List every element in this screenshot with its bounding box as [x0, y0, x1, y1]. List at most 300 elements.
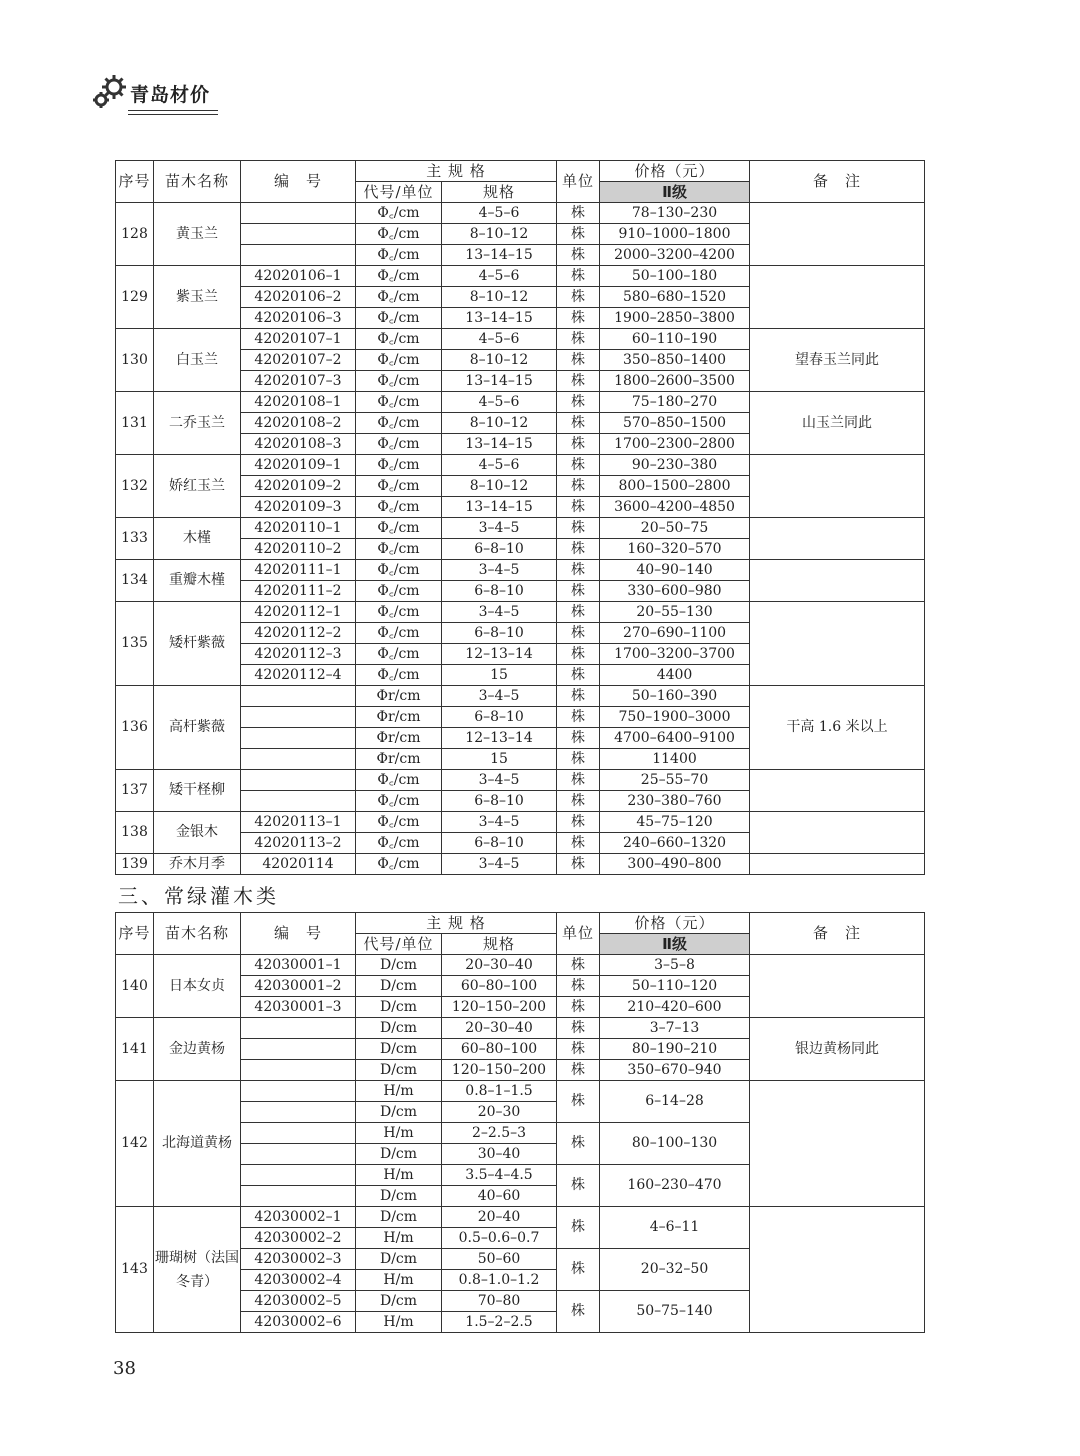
cell-spec: 13–14–15 — [442, 434, 557, 455]
cell-price: 20–50–75 — [600, 518, 750, 539]
table-row — [116, 812, 925, 833]
cell-code: 42030002–5 — [241, 1291, 356, 1312]
cell-unit: 株 — [557, 1165, 600, 1207]
cell-code-unit: Φ꜀/cm — [356, 224, 442, 245]
cell-code: 42020110–2 — [241, 539, 356, 560]
cell-code-unit: H/m — [356, 1228, 442, 1249]
cell-spec: 15 — [442, 749, 557, 770]
table-row — [116, 455, 925, 476]
cell-unit: 株 — [557, 1060, 600, 1081]
cell-unit: 株 — [557, 560, 600, 581]
cell-code: 42020107–3 — [241, 371, 356, 392]
cell-unit: 株 — [557, 955, 600, 976]
cell-price: 1700–3200–3700 — [600, 644, 750, 665]
price-table-evergreen-shrubs — [115, 912, 925, 1333]
cell-code — [241, 1018, 356, 1039]
cell-price: 50–75–140 — [600, 1291, 750, 1333]
cell-unit: 株 — [557, 413, 600, 434]
cell-code — [241, 203, 356, 224]
cell-code-unit: Φ꜀/cm — [356, 413, 442, 434]
table-row — [116, 518, 925, 539]
cell-unit: 株 — [557, 707, 600, 728]
cell-price: 90–230–380 — [600, 455, 750, 476]
cell-code-unit: Φ꜀/cm — [356, 854, 442, 875]
cell-unit: 株 — [557, 1018, 600, 1039]
cell-code-unit: Φr/cm — [356, 686, 442, 707]
cell-code: 42020106–1 — [241, 266, 356, 287]
cell-code-unit: Φ꜀/cm — [356, 833, 442, 854]
cell-unit: 株 — [557, 749, 600, 770]
cell-code — [241, 728, 356, 749]
cell-remark: 银边黄杨同此 — [750, 1018, 925, 1081]
cell-code — [241, 707, 356, 728]
cell-unit: 株 — [557, 791, 600, 812]
cell-unit: 株 — [557, 308, 600, 329]
cell-spec: 4–5–6 — [442, 329, 557, 350]
cell-code: 42030002–4 — [241, 1270, 356, 1291]
cell-unit: 株 — [557, 392, 600, 413]
cell-spec: 120–150–200 — [442, 1060, 557, 1081]
header-main-spec: 主 规 格 — [356, 161, 557, 182]
cell-code-unit: Φr/cm — [356, 707, 442, 728]
cell-spec: 13–14–15 — [442, 245, 557, 266]
cell-unit: 株 — [557, 476, 600, 497]
cell-code-unit: Φr/cm — [356, 728, 442, 749]
cell-price: 350–670–940 — [600, 1060, 750, 1081]
table-row — [116, 266, 925, 287]
cell-seq: 137 — [116, 770, 154, 812]
cell-name: 高杆紫薇 — [154, 686, 241, 770]
cell-code: 42020108–2 — [241, 413, 356, 434]
cell-spec: 6–8–10 — [442, 581, 557, 602]
cell-code: 42020111–2 — [241, 581, 356, 602]
cell-code: 42030002–3 — [241, 1249, 356, 1270]
cell-name: 黄玉兰 — [154, 203, 241, 266]
cell-name: 乔木月季 — [154, 854, 241, 875]
cell-unit: 株 — [557, 997, 600, 1018]
cell-code — [241, 1165, 356, 1186]
cell-code-unit: D/cm — [356, 1018, 442, 1039]
table-row — [116, 1081, 925, 1102]
cell-remark: 干高 1.6 米以上 — [750, 686, 925, 770]
cell-remark — [750, 518, 925, 560]
cell-unit: 株 — [557, 976, 600, 997]
cell-code-unit: Φ꜀/cm — [356, 518, 442, 539]
cell-price: 4400 — [600, 665, 750, 686]
cell-code-unit: Φ꜀/cm — [356, 812, 442, 833]
cell-price: 270–690–1100 — [600, 623, 750, 644]
cell-unit: 株 — [557, 644, 600, 665]
cell-code-unit: Φ꜀/cm — [356, 266, 442, 287]
cell-code: 42020113–2 — [241, 833, 356, 854]
cell-spec: 8–10–12 — [442, 413, 557, 434]
cell-seq: 142 — [116, 1081, 154, 1207]
cell-unit: 株 — [557, 434, 600, 455]
cell-code-unit: Φ꜀/cm — [356, 287, 442, 308]
cell-seq: 134 — [116, 560, 154, 602]
cell-unit: 株 — [557, 266, 600, 287]
cell-spec: 3–4–5 — [442, 518, 557, 539]
cell-unit: 株 — [557, 1249, 600, 1291]
cell-unit: 株 — [557, 581, 600, 602]
cell-code: 42020112–1 — [241, 602, 356, 623]
cell-code: 42030001–3 — [241, 997, 356, 1018]
cell-remark — [750, 455, 925, 518]
cell-price: 45–75–120 — [600, 812, 750, 833]
cell-code-unit: Φ꜀/cm — [356, 623, 442, 644]
cell-code-unit: H/m — [356, 1123, 442, 1144]
cell-unit: 株 — [557, 602, 600, 623]
cell-remark — [750, 560, 925, 602]
cell-code-unit: Φ꜀/cm — [356, 392, 442, 413]
header-seq: 序号 — [116, 913, 154, 955]
cell-spec: 12–13–14 — [442, 728, 557, 749]
cell-price: 50–160–390 — [600, 686, 750, 707]
header-spec: 规格 — [442, 934, 557, 955]
cell-code-unit: Φ꜀/cm — [356, 581, 442, 602]
cell-code-unit: Φ꜀/cm — [356, 434, 442, 455]
cell-price: 1700–2300–2800 — [600, 434, 750, 455]
cell-spec: 50–60 — [442, 1249, 557, 1270]
cell-name: 矮干柽柳 — [154, 770, 241, 812]
cell-code: 42020113–1 — [241, 812, 356, 833]
cell-remark — [750, 770, 925, 812]
header-name: 苗木名称 — [154, 161, 241, 203]
cell-price: 2000–3200–4200 — [600, 245, 750, 266]
cell-code — [241, 224, 356, 245]
cell-code-unit: Φ꜀/cm — [356, 371, 442, 392]
cell-unit: 株 — [557, 245, 600, 266]
table-row — [116, 392, 925, 413]
table-row — [116, 1018, 925, 1039]
cell-spec: 60–80–100 — [442, 1039, 557, 1060]
cell-seq: 128 — [116, 203, 154, 266]
cell-price: 25–55–70 — [600, 770, 750, 791]
cell-price: 40–90–140 — [600, 560, 750, 581]
table-row — [116, 955, 925, 976]
cell-unit: 株 — [557, 623, 600, 644]
cell-spec: 3–4–5 — [442, 560, 557, 581]
header-seq: 序号 — [116, 161, 154, 203]
cell-code — [241, 1186, 356, 1207]
cell-price: 80–190–210 — [600, 1039, 750, 1060]
cell-spec: 120–150–200 — [442, 997, 557, 1018]
cell-code-unit: D/cm — [356, 1102, 442, 1123]
cell-code-unit: Φ꜀/cm — [356, 497, 442, 518]
cell-code — [241, 1123, 356, 1144]
table-row — [116, 602, 925, 623]
cell-spec: 4–5–6 — [442, 392, 557, 413]
cell-spec: 0.5–0.6–0.7 — [442, 1228, 557, 1249]
cell-spec: 4–5–6 — [442, 203, 557, 224]
cell-spec: 13–14–15 — [442, 371, 557, 392]
cell-code-unit: Φ꜀/cm — [356, 770, 442, 791]
cell-unit: 株 — [557, 539, 600, 560]
cell-price: 11400 — [600, 749, 750, 770]
cell-price: 60–110–190 — [600, 329, 750, 350]
cell-spec: 3.5–4–4.5 — [442, 1165, 557, 1186]
cell-spec: 3–4–5 — [442, 812, 557, 833]
cell-price: 330–600–980 — [600, 581, 750, 602]
cell-code: 42020112–2 — [241, 623, 356, 644]
cell-remark — [750, 955, 925, 1018]
section-title: 三、常绿灌木类 — [118, 884, 279, 908]
cell-code: 42020109–1 — [241, 455, 356, 476]
cell-code-unit: H/m — [356, 1165, 442, 1186]
cell-price: 230–380–760 — [600, 791, 750, 812]
cell-unit: 株 — [557, 1291, 600, 1333]
header-remark: 备 注 — [750, 161, 925, 203]
cell-code — [241, 1144, 356, 1165]
cell-code-unit: Φ꜀/cm — [356, 308, 442, 329]
cell-unit: 株 — [557, 497, 600, 518]
cell-price: 160–320–570 — [600, 539, 750, 560]
table-row — [116, 686, 925, 707]
table-row — [116, 1207, 925, 1228]
cell-code-unit: Φ꜀/cm — [356, 791, 442, 812]
cell-remark: 望春玉兰同此 — [750, 329, 925, 392]
table-row — [116, 560, 925, 581]
cell-code: 42030001–2 — [241, 976, 356, 997]
cell-code — [241, 1039, 356, 1060]
cell-remark — [750, 1081, 925, 1207]
cell-code-unit: D/cm — [356, 1144, 442, 1165]
cell-spec: 0.8–1.0–1.2 — [442, 1270, 557, 1291]
cell-code: 42020106–2 — [241, 287, 356, 308]
header-rule — [128, 114, 218, 115]
cell-code — [241, 1060, 356, 1081]
cell-code-unit: Φ꜀/cm — [356, 560, 442, 581]
cell-remark — [750, 203, 925, 266]
cell-spec: 3–4–5 — [442, 686, 557, 707]
cell-name: 金边黄杨 — [154, 1018, 241, 1081]
cell-price: 80–100–130 — [600, 1123, 750, 1165]
cell-name: 白玉兰 — [154, 329, 241, 392]
header-grade: Ⅱ级 — [600, 934, 750, 955]
cell-code — [241, 1081, 356, 1102]
table-row — [116, 203, 925, 224]
cell-spec: 13–14–15 — [442, 497, 557, 518]
cell-unit: 株 — [557, 1039, 600, 1060]
cell-price: 4700–6400–9100 — [600, 728, 750, 749]
cell-spec: 20–30 — [442, 1102, 557, 1123]
cell-unit: 株 — [557, 518, 600, 539]
cell-code-unit: Φ꜀/cm — [356, 329, 442, 350]
cell-unit: 株 — [557, 686, 600, 707]
cell-unit: 株 — [557, 854, 600, 875]
cell-unit: 株 — [557, 1123, 600, 1165]
cell-code: 42020107–1 — [241, 329, 356, 350]
header-price: 价格（元） — [600, 161, 750, 182]
page-number: 38 — [113, 1358, 136, 1379]
cell-name: 矮杆紫薇 — [154, 602, 241, 686]
cell-remark: 山玉兰同此 — [750, 392, 925, 455]
cell-price: 75–180–270 — [600, 392, 750, 413]
cell-unit: 株 — [557, 812, 600, 833]
cell-code-unit: Φ꜀/cm — [356, 203, 442, 224]
cell-code-unit: Φ꜀/cm — [356, 245, 442, 266]
header-rule — [128, 110, 218, 111]
cell-price: 3600–4200–4850 — [600, 497, 750, 518]
header-spec: 规格 — [442, 182, 557, 203]
cell-spec: 6–8–10 — [442, 707, 557, 728]
cell-price: 20–32–50 — [600, 1249, 750, 1291]
header-price: 价格（元） — [600, 913, 750, 934]
cell-code: 42020110–1 — [241, 518, 356, 539]
cell-price: 210–420–600 — [600, 997, 750, 1018]
table-row — [116, 854, 925, 875]
cell-seq: 141 — [116, 1018, 154, 1081]
cell-remark — [750, 812, 925, 854]
cell-code-unit: Φ꜀/cm — [356, 455, 442, 476]
header-code-unit: 代号/单位 — [356, 182, 442, 203]
cell-unit: 株 — [557, 665, 600, 686]
cell-seq: 135 — [116, 602, 154, 686]
cell-unit: 株 — [557, 329, 600, 350]
cell-price: 750–1900–3000 — [600, 707, 750, 728]
cell-price: 300–490–800 — [600, 854, 750, 875]
cell-name: 木槿 — [154, 518, 241, 560]
cell-unit: 株 — [557, 203, 600, 224]
cell-code: 42020107–2 — [241, 350, 356, 371]
header-code-unit: 代号/单位 — [356, 934, 442, 955]
cell-code-unit: D/cm — [356, 1039, 442, 1060]
cell-code-unit: Φ꜀/cm — [356, 602, 442, 623]
cell-unit: 株 — [557, 1081, 600, 1123]
cell-spec: 6–8–10 — [442, 833, 557, 854]
cell-spec: 8–10–12 — [442, 287, 557, 308]
cell-name: 日本女贞 — [154, 955, 241, 1018]
cell-spec: 3–4–5 — [442, 770, 557, 791]
cell-remark — [750, 1207, 925, 1333]
cell-spec: 15 — [442, 665, 557, 686]
cell-spec: 6–8–10 — [442, 539, 557, 560]
cell-code: 42020111–1 — [241, 560, 356, 581]
cell-spec: 1.5–2–2.5 — [442, 1312, 557, 1333]
cell-price: 6–14–28 — [600, 1081, 750, 1123]
cell-code-unit: H/m — [356, 1081, 442, 1102]
cell-price: 50–100–180 — [600, 266, 750, 287]
cell-spec: 3–4–5 — [442, 854, 557, 875]
cell-name: 紫玉兰 — [154, 266, 241, 329]
cell-price: 1800–2600–3500 — [600, 371, 750, 392]
cell-seq: 140 — [116, 955, 154, 1018]
cell-code-unit: D/cm — [356, 976, 442, 997]
cell-spec: 8–10–12 — [442, 476, 557, 497]
cell-unit: 株 — [557, 770, 600, 791]
cell-spec: 60–80–100 — [442, 976, 557, 997]
cell-spec: 13–14–15 — [442, 308, 557, 329]
cell-code — [241, 686, 356, 707]
cell-code-unit: D/cm — [356, 1207, 442, 1228]
cell-code: 42030002–2 — [241, 1228, 356, 1249]
cell-price: 800–1500–2800 — [600, 476, 750, 497]
cell-price: 3–5–8 — [600, 955, 750, 976]
cell-code-unit: D/cm — [356, 997, 442, 1018]
cell-remark — [750, 602, 925, 686]
cell-code: 42020112–3 — [241, 644, 356, 665]
cell-spec: 2–2.5–3 — [442, 1123, 557, 1144]
cell-unit: 株 — [557, 833, 600, 854]
cell-spec: 20–30–40 — [442, 1018, 557, 1039]
cell-seq: 131 — [116, 392, 154, 455]
cell-spec: 40–60 — [442, 1186, 557, 1207]
cell-seq: 132 — [116, 455, 154, 518]
cell-code — [241, 791, 356, 812]
cell-code-unit: D/cm — [356, 1291, 442, 1312]
cell-seq: 136 — [116, 686, 154, 770]
header-name: 苗木名称 — [154, 913, 241, 955]
cell-name: 二乔玉兰 — [154, 392, 241, 455]
cell-code-unit: Φ꜀/cm — [356, 665, 442, 686]
cell-price: 580–680–1520 — [600, 287, 750, 308]
cell-seq: 143 — [116, 1207, 154, 1333]
cell-price: 78–130–230 — [600, 203, 750, 224]
header-main-spec: 主 规 格 — [356, 913, 557, 934]
cell-code-unit: D/cm — [356, 955, 442, 976]
gear-icon — [90, 72, 130, 112]
cell-unit: 株 — [557, 455, 600, 476]
cell-unit: 株 — [557, 728, 600, 749]
cell-code-unit: D/cm — [356, 1060, 442, 1081]
cell-price: 1900–2850–3800 — [600, 308, 750, 329]
cell-code-unit: D/cm — [356, 1186, 442, 1207]
cell-code: 42020108–3 — [241, 434, 356, 455]
cell-price: 240–660–1320 — [600, 833, 750, 854]
cell-price: 160–230–470 — [600, 1165, 750, 1207]
cell-remark — [750, 266, 925, 329]
cell-code: 42020109–2 — [241, 476, 356, 497]
cell-seq: 133 — [116, 518, 154, 560]
cell-spec: 20–40 — [442, 1207, 557, 1228]
cell-code: 42020114 — [241, 854, 356, 875]
cell-price: 20–55–130 — [600, 602, 750, 623]
cell-code: 42030002–6 — [241, 1312, 356, 1333]
cell-seq: 130 — [116, 329, 154, 392]
cell-unit: 株 — [557, 224, 600, 245]
cell-price: 4–6–11 — [600, 1207, 750, 1249]
cell-spec: 4–5–6 — [442, 266, 557, 287]
header-unit: 单位 — [557, 913, 600, 955]
cell-code: 42030002–1 — [241, 1207, 356, 1228]
header-code: 编 号 — [241, 161, 356, 203]
cell-spec: 0.8–1–1.5 — [442, 1081, 557, 1102]
cell-spec: 70–80 — [442, 1291, 557, 1312]
cell-unit: 株 — [557, 1207, 600, 1249]
cell-seq: 129 — [116, 266, 154, 329]
cell-unit: 株 — [557, 350, 600, 371]
cell-spec: 8–10–12 — [442, 224, 557, 245]
cell-spec: 12–13–14 — [442, 644, 557, 665]
cell-code: 42020108–1 — [241, 392, 356, 413]
cell-remark — [750, 854, 925, 875]
cell-spec: 3–4–5 — [442, 602, 557, 623]
cell-price: 910–1000–1800 — [600, 224, 750, 245]
cell-code — [241, 245, 356, 266]
table-row — [116, 770, 925, 791]
cell-price: 570–850–1500 — [600, 413, 750, 434]
cell-code — [241, 1102, 356, 1123]
cell-code-unit: Φ꜀/cm — [356, 644, 442, 665]
cell-price: 3–7–13 — [600, 1018, 750, 1039]
cell-spec: 8–10–12 — [442, 350, 557, 371]
cell-name: 金银木 — [154, 812, 241, 854]
cell-price: 350–850–1400 — [600, 350, 750, 371]
brand-title: 青岛材价 — [130, 84, 211, 106]
header-remark: 备 注 — [750, 913, 925, 955]
cell-spec: 30–40 — [442, 1144, 557, 1165]
table-row — [116, 329, 925, 350]
